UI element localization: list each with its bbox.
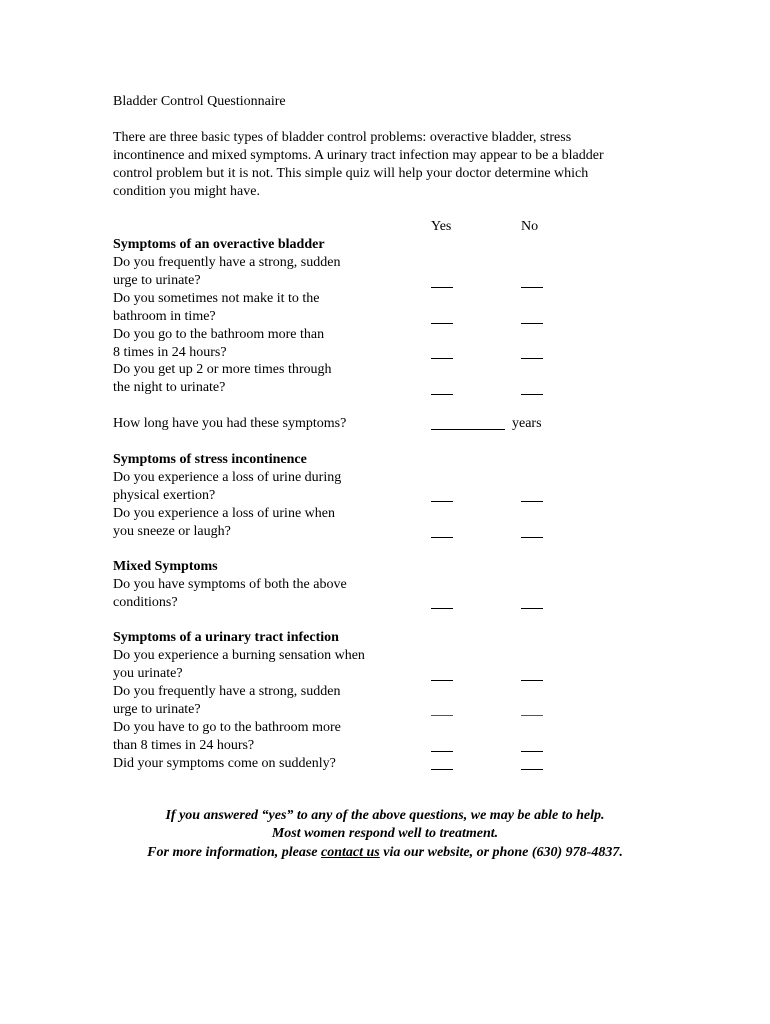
mixed-q1-yes-blank[interactable] xyxy=(431,608,453,609)
intro-line-1: There are three basic types of bladder control problems: overactive bladder, stress xyxy=(113,130,572,145)
uti-q2-line1: Do you frequently have a strong, sudden xyxy=(113,684,341,699)
overactive-q2-line1: Do you sometimes not make it to the xyxy=(113,291,320,306)
overactive-q3-no-blank[interactable] xyxy=(521,358,543,359)
stress-q1-yes-blank[interactable] xyxy=(431,501,453,502)
overactive-q4-line1: Do you get up 2 or more times through xyxy=(113,362,332,377)
uti-q4-line1: Did your symptoms come on suddenly? xyxy=(113,756,336,771)
overactive-q4-yes-blank[interactable] xyxy=(431,394,453,395)
mixed-heading: Mixed Symptoms xyxy=(113,559,218,574)
stress-q2-line1: Do you experience a loss of urine when xyxy=(113,506,335,521)
overactive-q1-line2: urge to urinate? xyxy=(113,273,201,288)
mixed-q1-no-blank[interactable] xyxy=(521,608,543,609)
duration-question: How long have you had these symptoms? xyxy=(113,416,347,431)
overactive-q3-yes-blank[interactable] xyxy=(431,358,453,359)
uti-q1-line1: Do you experience a burning sensation when xyxy=(113,648,365,663)
uti-q3-line1: Do you have to go to the bathroom more xyxy=(113,720,341,735)
uti-heading: Symptoms of a urinary tract infection xyxy=(113,630,339,645)
stress-q2-yes-blank[interactable] xyxy=(431,537,453,538)
footer-line-2: Most women respond well to treatment. xyxy=(271,826,499,841)
stress-q1-no-blank[interactable] xyxy=(521,501,543,502)
uti-q1-line2: you urinate? xyxy=(113,666,183,681)
stress-heading: Symptoms of stress incontinence xyxy=(113,452,307,467)
stress-q2-no-blank[interactable] xyxy=(521,537,543,538)
intro-line-3: control problem but it is not. This simple quiz will help your doctor determine which xyxy=(113,166,589,181)
overactive-q2-no-blank[interactable] xyxy=(521,323,543,324)
yes-column-header: Yes xyxy=(431,219,452,234)
intro-line-4: condition you might have. xyxy=(113,184,260,199)
uti-q3-yes-blank[interactable] xyxy=(431,751,453,752)
footer-line-3 xyxy=(0,844,770,862)
overactive-q2-yes-blank[interactable] xyxy=(431,323,453,324)
contact-us-link[interactable]: contact us xyxy=(321,845,380,860)
overactive-q3-line1: Do you go to the bathroom more than xyxy=(113,327,325,342)
page-title: Bladder Control Questionnaire xyxy=(113,94,286,109)
footer-line-3-prefix: For more information, please xyxy=(147,845,322,860)
overactive-q1-line1: Do you frequently have a strong, sudden xyxy=(113,255,341,270)
stress-q1-line1: Do you experience a loss of urine during xyxy=(113,470,342,485)
overactive-q2-line2: bathroom in time? xyxy=(113,309,216,324)
mixed-q1-line1: Do you have symptoms of both the above xyxy=(113,577,347,592)
uti-q2-no-blank[interactable] xyxy=(521,715,543,716)
uti-q4-no-blank[interactable] xyxy=(521,769,543,770)
overactive-heading: Symptoms of an overactive bladder xyxy=(113,237,325,252)
overactive-q1-no-blank[interactable] xyxy=(521,287,543,288)
intro-line-2: incontinence and mixed symptoms. A urinary tract infection may appear to be a bladder xyxy=(113,148,604,163)
uti-q1-no-blank[interactable] xyxy=(521,680,543,681)
footer-line-1: If you answered “yes” to any of the above questions, we may be able to help. xyxy=(165,808,605,823)
footer-line-3-suffix: via our website, or phone (630) 978-4837. xyxy=(379,845,623,860)
uti-q2-line2: urge to urinate? xyxy=(113,702,201,717)
uti-q3-no-blank[interactable] xyxy=(521,751,543,752)
overactive-q4-no-blank[interactable] xyxy=(521,394,543,395)
uti-q3-line2: than 8 times in 24 hours? xyxy=(113,738,255,753)
overactive-q4-line2: the night to urinate? xyxy=(113,380,226,395)
uti-q4-yes-blank[interactable] xyxy=(431,769,453,770)
duration-years-blank[interactable] xyxy=(431,429,505,430)
duration-unit: years xyxy=(512,416,542,431)
no-column-header: No xyxy=(521,219,539,234)
uti-q2-yes-blank[interactable] xyxy=(431,715,453,716)
overactive-q3-line2: 8 times in 24 hours? xyxy=(113,345,227,360)
stress-q2-line2: you sneeze or laugh? xyxy=(113,524,231,539)
mixed-q1-line2: conditions? xyxy=(113,595,178,610)
uti-q1-yes-blank[interactable] xyxy=(431,680,453,681)
overactive-q1-yes-blank[interactable] xyxy=(431,287,453,288)
stress-q1-line2: physical exertion? xyxy=(113,488,216,503)
